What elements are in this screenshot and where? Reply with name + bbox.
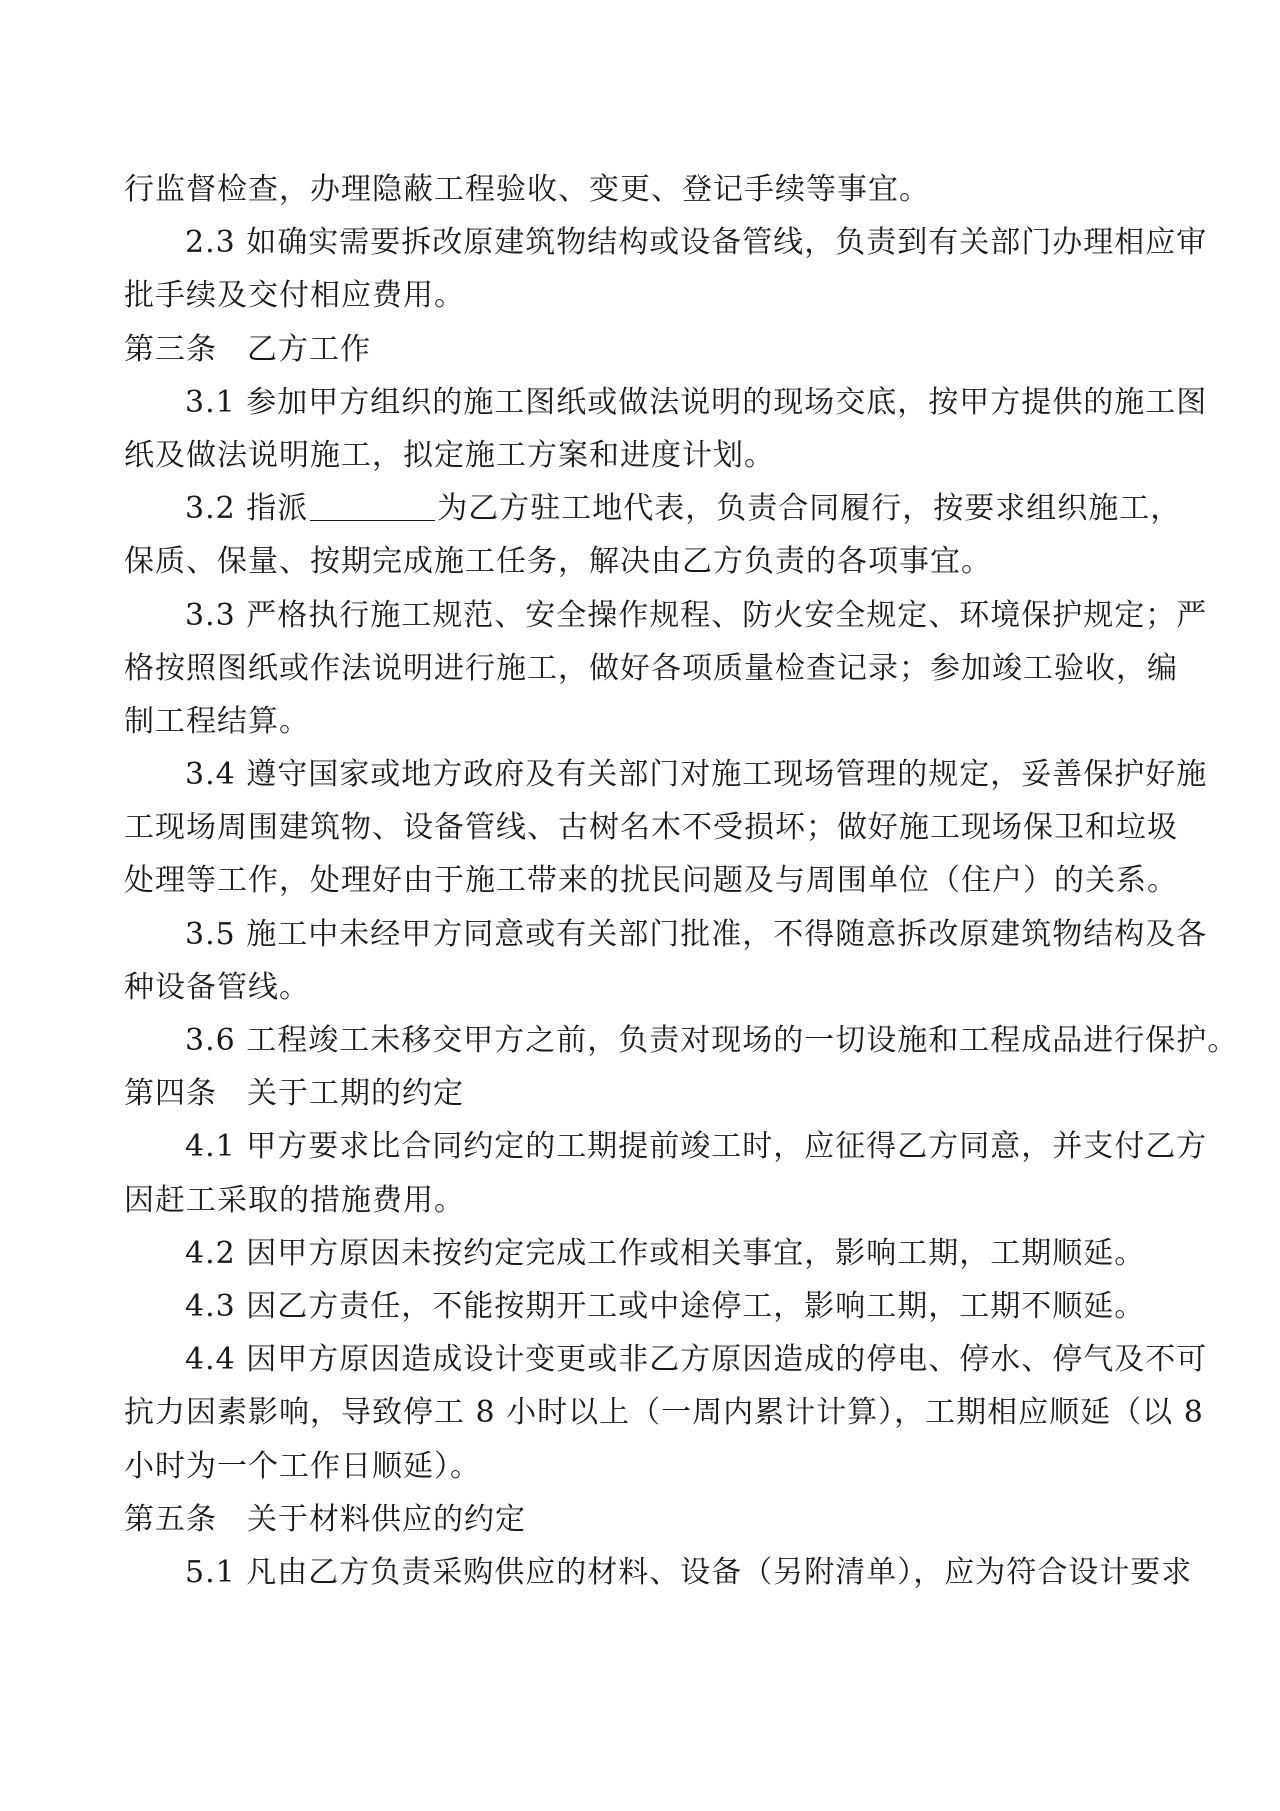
article-3-heading: [124, 323, 1164, 376]
text-line: 因赶工采取的措施费用。: [124, 1182, 465, 1218]
article-5-heading: [124, 1493, 1164, 1546]
clause-text: 3.2 指派: [185, 491, 309, 527]
representative-blank: [310, 486, 435, 521]
clause-3-3: 3.3 严格执行施工规范、安全操作规程、防火安全规定、环境保护规定；严: [185, 597, 1208, 633]
text-line: 批手续及交付相应费用。: [124, 278, 465, 314]
clause-3-4: 3.4 遵守国家或地方政府及有关部门对施工现场管理的规定，妥善保护好施: [185, 757, 1208, 793]
contract-page: [124, 163, 1239, 1599]
clause-text: 为乙方驻工地代表，负责合同履行，按要求组织施工，: [437, 491, 1182, 527]
text-line: 保质、保量、按期完成施工任务，解决由乙方负责的各项事宜。: [124, 544, 992, 580]
text-line: 行监督检查，办理隐蔽工程验收、变更、登记手续等事宜。: [124, 172, 930, 207]
clause-4-1: 4.1 甲方要求比合同约定的工期提前竣工时，应征得乙方同意，并支付乙方: [185, 1129, 1208, 1165]
text-line: 种设备管线。: [124, 969, 310, 1005]
article-4-heading: [124, 1067, 1164, 1120]
clause-4-4: 4.4 因甲方原因造成设计变更或非乙方原因造成的停电、停水、停气及不可: [185, 1342, 1208, 1378]
text-line: 格按照图纸或作法说明进行施工，做好各项质量检查记录；参加竣工验收，编: [124, 650, 1178, 686]
clause-3-6: 3.6 工程竣工未移交甲方之前，负责对现场的一切设施和工程成品进行保护。: [185, 1023, 1239, 1058]
clause-3-5: 3.5 施工中未经甲方同意或有关部门批准，不得随意拆改原建筑物结构及各: [185, 916, 1208, 952]
text-line: 纸及做法说明施工，拟定施工方案和进度计划。: [124, 437, 775, 473]
text-line: 抗力因素影响，导致停工 8 小时以上（一周内累计计算），工期相应顺延（以 8: [124, 1395, 1204, 1431]
text-line: 制工程结算。: [124, 703, 310, 739]
article-number: 第五条: [124, 1501, 217, 1537]
article-title: 关于材料供应的约定: [247, 1501, 526, 1537]
clause-5-1: 5.1 凡由乙方负责采购供应的材料、设备（另附清单），应为符合设计要求: [185, 1554, 1193, 1590]
article-title: 关于工期的约定: [247, 1076, 464, 1112]
clause-4-2: 4.2 因甲方原因未按约定完成工作或相关事宜，影响工期，工期顺延。: [185, 1235, 1146, 1271]
text-line: 小时为一个工作日顺延）。: [124, 1448, 481, 1484]
clause-4-3: 4.3 因乙方责任，不能按期开工或中途停工，影响工期，工期不顺延。: [185, 1288, 1146, 1324]
article-number: 第四条: [124, 1076, 217, 1112]
clause-2-3: 2.3 如确实需要拆改原建筑物结构或设备管线，负责到有关部门办理相应审: [185, 225, 1208, 261]
clause-3-2: [124, 482, 1182, 535]
text-line: 工现场周围建筑物、设备管线、古树名木不受损坏；做好施工现场保卫和垃圾: [124, 810, 1178, 846]
article-title: 乙方工作: [247, 331, 371, 367]
clause-3-1: 3.1 参加甲方组织的施工图纸或做法说明的现场交底，按甲方提供的施工图: [185, 384, 1208, 420]
text-line: 处理等工作，处理好由于施工带来的扰民问题及与周围单位（住户）的关系。: [124, 863, 1178, 899]
article-number: 第三条: [124, 331, 217, 367]
